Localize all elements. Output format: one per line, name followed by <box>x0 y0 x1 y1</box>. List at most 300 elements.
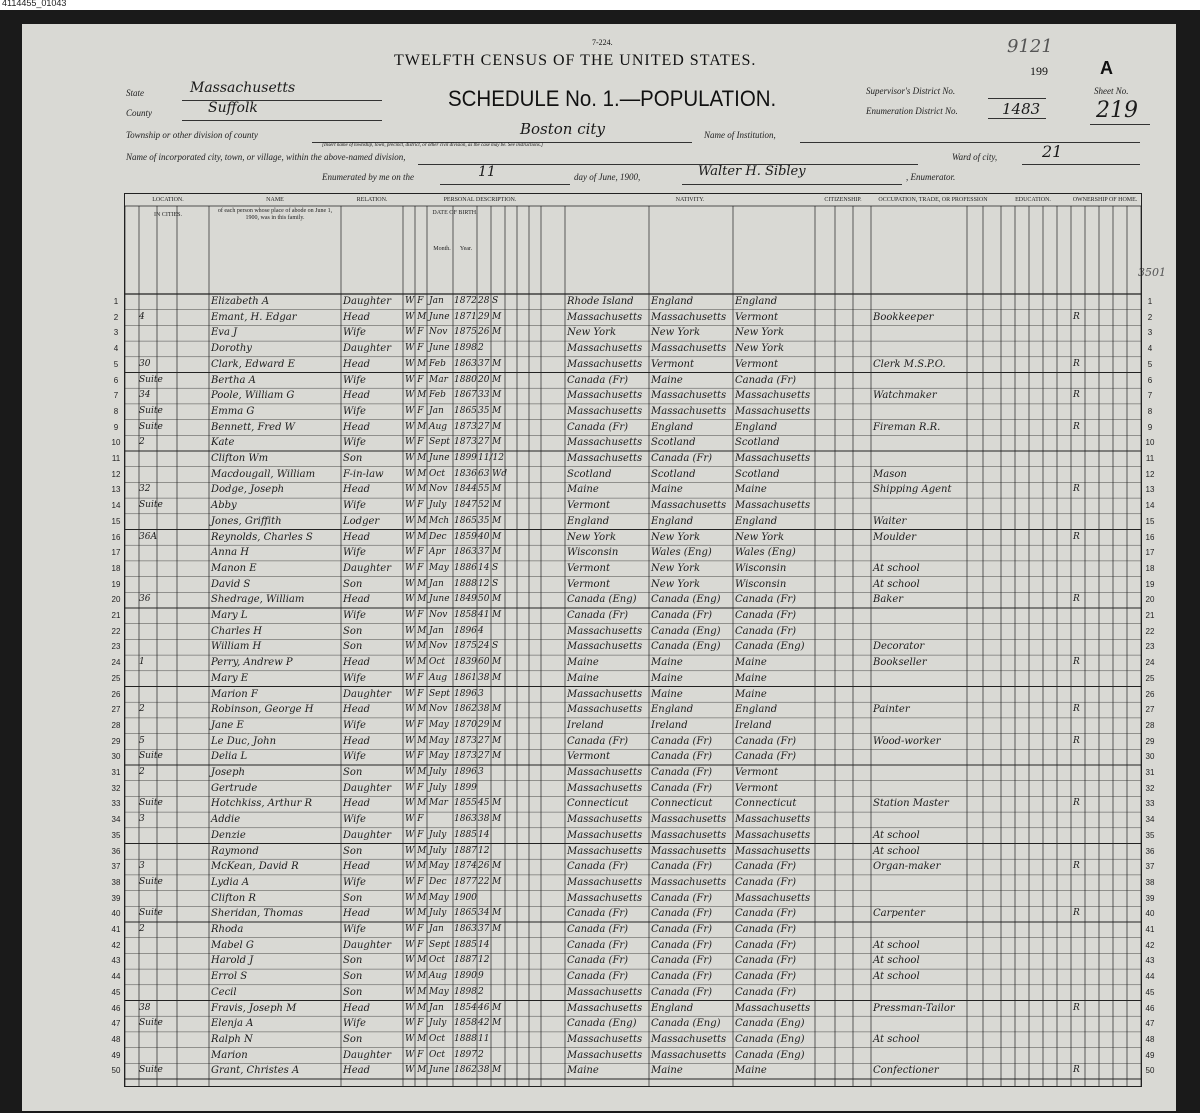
row-number-right: 33 <box>1145 799 1155 809</box>
cell-pb: Massachusetts <box>567 892 643 904</box>
enumerator-label: , Enumerator. <box>906 172 956 182</box>
cell-mb: Canada (Fr) <box>735 939 797 951</box>
cell-occ: At school <box>873 829 920 841</box>
cell-mb: Canada (Fr) <box>735 610 797 621</box>
cell-fb: Massachusetts <box>651 1033 727 1045</box>
cell-fb: New York <box>651 578 700 590</box>
cell-mb: Canada (Eng) <box>735 1049 805 1061</box>
cell-age: 38 <box>478 704 490 715</box>
cell-age: 37 <box>478 924 490 934</box>
cell-own: R <box>1073 704 1080 715</box>
cell-cr: W F <box>405 814 424 825</box>
row-number: 25 <box>111 673 121 683</box>
cell-rel: Head <box>343 657 371 669</box>
cell-rel: Head <box>343 358 371 370</box>
cell-mb: Canada (Fr) <box>735 986 797 998</box>
cell-yr: 1873 <box>454 421 477 432</box>
cell-fb: Maine <box>651 657 683 669</box>
cell-name: Mary L <box>211 610 248 621</box>
cell-pb: Massachusetts <box>567 829 643 841</box>
row-number-right: 27 <box>1145 705 1155 715</box>
cell-yr: 1863 <box>454 358 477 369</box>
cell-mb: Maine <box>735 1065 767 1077</box>
cell-loc: 38 <box>139 1002 151 1013</box>
row-number-right: 42 <box>1145 940 1155 950</box>
row-number: 13 <box>111 485 121 495</box>
cell-rel: Son <box>343 1033 363 1045</box>
cell-mb: England <box>735 296 778 307</box>
cell-ms: M <box>492 1018 502 1029</box>
cell-fb: Massachusetts <box>651 390 727 402</box>
cell-age: 26 <box>478 327 490 338</box>
cell-pb: Massachusetts <box>567 641 643 653</box>
form-number: 7-224. <box>592 38 613 47</box>
cell-ms: M <box>492 798 502 809</box>
cell-name: Eva J <box>211 327 238 339</box>
cell-rel: Wife <box>343 327 366 339</box>
cell-yr: 1859 <box>454 531 477 542</box>
cell-pb: Massachusetts <box>567 453 643 464</box>
cell-mb: Canada (Eng) <box>735 1018 805 1030</box>
cell-pb: Massachusetts <box>567 688 643 700</box>
row-number-right: 20 <box>1145 595 1155 605</box>
cell-fb: Massachusetts <box>651 876 727 888</box>
cell-mo: May <box>429 562 449 573</box>
cell-ms: M <box>492 876 502 887</box>
cell-ms: M <box>492 531 502 542</box>
cell-mo: Oct <box>429 955 446 966</box>
cell-mo: Nov <box>429 327 448 338</box>
cell-cr: W F <box>405 782 424 793</box>
cell-yr: 1887 <box>454 955 477 966</box>
cell-cr: W M <box>405 986 427 997</box>
cell-rel: Son <box>343 986 363 998</box>
cell-age: 63 <box>478 468 490 479</box>
cell-occ: Fireman R.R. <box>873 421 941 433</box>
cell-age: 35 <box>478 515 490 526</box>
cell-mb: Ireland <box>735 719 772 731</box>
cell-rel: Wife <box>343 751 366 763</box>
cell-loc: Suite <box>139 751 163 762</box>
cell-cr: W F <box>405 1049 424 1060</box>
cell-cr: W F <box>405 719 424 730</box>
cell-fb: Canada (Fr) <box>651 610 713 621</box>
row-number-right: 44 <box>1145 972 1155 982</box>
cell-fb: New York <box>651 531 700 543</box>
cell-cr: W M <box>405 421 427 432</box>
row-number-right: 21 <box>1145 611 1155 620</box>
page-number: 199 <box>1030 64 1048 78</box>
cell-rel: Wife <box>343 405 366 417</box>
cell-age: 4 <box>478 625 484 636</box>
row-number-right: 9 <box>1147 422 1153 432</box>
cell-pb: Ireland <box>567 719 604 731</box>
cell-pb: Vermont <box>567 578 610 590</box>
cell-rel: Daughter <box>343 562 391 574</box>
page-letter: A <box>1100 58 1113 78</box>
cell-age: 24 <box>478 641 490 652</box>
cell-mb: Canada (Fr) <box>735 876 797 888</box>
cell-name: Shedrage, William <box>211 594 305 606</box>
row-number-right: 13 <box>1145 485 1155 495</box>
cell-fb: Connecticut <box>651 798 713 810</box>
cell-own: R <box>1073 311 1080 322</box>
cell-occ: Carpenter <box>873 908 925 920</box>
cell-mo: July <box>429 782 447 793</box>
cell-mo: Jan <box>429 625 444 636</box>
cell-rel: Son <box>343 971 363 983</box>
cell-mo: July <box>429 829 447 840</box>
cell-name: Rhoda <box>211 924 244 935</box>
cell-fb: Canada (Fr) <box>651 751 713 763</box>
cell-age: 40 <box>478 531 490 542</box>
cell-yr: 1867 <box>454 390 477 401</box>
cell-age: 12 <box>478 845 490 856</box>
cell-fb: Massachusetts <box>651 845 727 857</box>
cell-own: R <box>1073 421 1080 432</box>
cell-cr: W F <box>405 296 424 306</box>
cell-yr: 1873 <box>454 751 477 762</box>
cell-pb: Massachusetts <box>567 767 643 778</box>
cell-ms: M <box>492 547 502 558</box>
row-number: 20 <box>111 595 121 605</box>
cell-ms: S <box>492 562 499 573</box>
row-number: 32 <box>111 783 121 793</box>
cell-ms: M <box>492 610 502 620</box>
row-number-right: 3 <box>1147 328 1153 338</box>
cell-mo: Feb <box>429 358 446 369</box>
cell-yr: 1900 <box>454 892 477 903</box>
cell-mo: Jan <box>429 578 444 589</box>
cell-yr: 1863 <box>454 547 477 558</box>
row-number-right: 25 <box>1145 673 1155 683</box>
ward-value: 21 <box>1042 142 1063 161</box>
cell-mo: Sept <box>429 437 450 448</box>
row-number-right: 24 <box>1145 658 1155 668</box>
cell-age: 52 <box>478 500 490 511</box>
cell-cr: W M <box>405 1002 427 1013</box>
row-number-right: 16 <box>1145 532 1155 542</box>
row-number: 11 <box>111 454 121 463</box>
cell-occ: Pressman-Tailor <box>873 1002 955 1014</box>
cell-pb: Canada (Fr) <box>567 924 629 935</box>
cell-fb: Vermont <box>651 358 694 370</box>
cell-rel: Head <box>343 861 371 873</box>
cell-fb: Massachusetts <box>651 1049 727 1061</box>
cell-mb: Canada (Fr) <box>735 374 797 386</box>
cell-loc: 2 <box>139 767 145 777</box>
city-label: Name of incorporated city, town, or village, within the above-named division, <box>126 152 406 162</box>
cell-yr: 1899 <box>454 453 477 463</box>
cell-cr: W M <box>405 358 427 369</box>
cell-pb: Massachusetts <box>567 390 643 402</box>
cell-mo: Apr <box>429 547 446 558</box>
cell-name: Joseph <box>211 767 245 778</box>
cell-age: 12 <box>478 955 490 966</box>
cell-cr: W F <box>405 343 424 354</box>
cell-cr: W F <box>405 327 424 338</box>
cell-yr: 1873 <box>454 437 477 448</box>
row-number: 40 <box>111 909 121 919</box>
cell-fb: Canada (Fr) <box>651 971 713 983</box>
cell-yr: 1896 <box>454 767 477 777</box>
day-value: 11 <box>478 164 496 180</box>
cell-age: 38 <box>478 672 490 683</box>
cell-mo: Oct <box>429 1049 446 1060</box>
header-nativity: NATIVITY. <box>675 197 705 203</box>
row-number-right: 11 <box>1145 454 1155 463</box>
cell-occ: At school <box>873 939 920 951</box>
enumerated-label: Enumerated by me on the <box>322 172 414 182</box>
cell-rel: Daughter <box>343 939 391 951</box>
cell-loc: 5 <box>139 735 145 746</box>
cell-fb: Massachusetts <box>651 311 727 323</box>
cell-pb: England <box>567 515 610 527</box>
cell-own: R <box>1073 484 1080 495</box>
cell-mo: Jan <box>429 924 444 934</box>
cell-fb: England <box>651 421 694 433</box>
cell-yr: 1839 <box>454 657 477 668</box>
cell-fb: Scotland <box>651 468 696 480</box>
cell-name: Clifton Wm <box>211 453 269 464</box>
cell-mo: Sept <box>429 688 450 699</box>
cell-occ: Painter <box>873 704 910 716</box>
cell-mb: Massachusetts <box>735 405 811 417</box>
cell-cr: W F <box>405 1018 424 1029</box>
cell-ms: M <box>492 405 502 416</box>
cell-rel: Daughter <box>343 782 391 794</box>
cell-yr: 1871 <box>454 311 477 322</box>
cell-rel: Wife <box>343 924 366 935</box>
cell-mo: Oct <box>429 1033 446 1044</box>
supervisor-label: Supervisor's District No. <box>866 86 956 96</box>
row-number: 30 <box>111 752 121 762</box>
cell-ms: Wd <box>492 468 508 479</box>
cell-age: 45 <box>478 798 490 809</box>
cell-pb: Massachusetts <box>567 1049 643 1061</box>
cell-loc: Suite <box>139 374 163 385</box>
cell-loc: 36A <box>139 531 157 542</box>
cell-pb: Canada (Eng) <box>567 1018 637 1030</box>
cell-mb: New York <box>735 343 784 355</box>
cell-yr: 1877 <box>454 876 477 887</box>
cell-yr: 1847 <box>454 500 477 511</box>
cell-ms: M <box>492 719 502 730</box>
header-year: Year. <box>459 246 473 252</box>
cell-occ: At school <box>873 955 920 967</box>
cell-cr: W M <box>405 908 427 919</box>
cell-mo: Sept <box>429 939 450 950</box>
cell-fb: England <box>651 296 694 307</box>
cell-rel: Wife <box>343 672 366 684</box>
cell-occ: At school <box>873 1033 920 1045</box>
cell-name: Elizabeth A <box>211 296 270 307</box>
cell-name: Raymond <box>211 845 259 857</box>
cell-yr: 1863 <box>454 814 477 825</box>
cell-cr: W M <box>405 971 427 982</box>
cell-ms: M <box>492 421 502 432</box>
cell-mo: Mch <box>429 515 450 526</box>
cell-cr: W M <box>405 515 427 526</box>
cell-ms: M <box>492 814 502 825</box>
row-number: 47 <box>111 1019 121 1029</box>
cell-mb: Canada (Fr) <box>735 594 797 606</box>
cell-mb: Massachusetts <box>735 892 811 904</box>
cell-age: 20 <box>478 374 490 385</box>
cell-cr: W F <box>405 437 424 448</box>
cell-name: Jones, Griffith <box>211 515 282 527</box>
cell-mb: Canada (Fr) <box>735 735 797 747</box>
cell-name: Mabel G <box>211 939 254 951</box>
cell-ms: M <box>492 390 502 401</box>
cell-loc: Suite <box>139 876 163 887</box>
header-education: EDUCATION. <box>1015 197 1051 203</box>
cell-fb: England <box>651 1002 694 1014</box>
cell-yr: 1862 <box>454 1065 477 1076</box>
cell-occ: Organ-maker <box>873 861 941 873</box>
institution-label: Name of Institution, <box>704 130 776 140</box>
cell-occ: Shipping Agent <box>873 484 952 496</box>
cell-occ: Confectioner <box>873 1065 939 1077</box>
row-number: 44 <box>111 972 121 982</box>
cell-name: Elenja A <box>211 1018 254 1030</box>
cell-mo: July <box>429 1018 447 1029</box>
cell-own: R <box>1073 798 1080 809</box>
cell-cr: W M <box>405 767 427 777</box>
cell-fb: Massachusetts <box>651 500 727 512</box>
cell-rel: Head <box>343 704 371 716</box>
cell-loc: 34 <box>139 390 151 401</box>
cell-name: Addie <box>211 814 241 826</box>
row-number-right: 2 <box>1147 312 1153 322</box>
cell-age: 46 <box>478 1002 490 1013</box>
cell-cr: W M <box>405 704 427 715</box>
cell-ms: M <box>492 374 502 385</box>
cell-fb: Canada (Fr) <box>651 986 713 998</box>
cell-name: Dorothy <box>211 343 252 355</box>
cell-yr: 1844 <box>454 484 477 495</box>
cell-cr: W M <box>405 468 427 479</box>
township-note: [Insert name of township, town, precinct, district, or other civil division, as the case may be. See instructions.] <box>322 143 543 148</box>
cell-fb: Canada (Eng) <box>651 1018 721 1030</box>
cell-pb: Maine <box>567 672 599 684</box>
cell-age: 28 <box>478 296 490 306</box>
cell-cr: W M <box>405 594 427 605</box>
row-number: 9 <box>113 422 119 432</box>
cell-occ: Moulder <box>873 531 916 543</box>
cell-yr: 1885 <box>454 939 477 950</box>
cell-age: 14 <box>478 939 490 950</box>
cell-mb: Connecticut <box>735 798 797 810</box>
cell-pb: Massachusetts <box>567 876 643 888</box>
row-number: 43 <box>111 956 121 966</box>
cell-age: 33 <box>478 390 490 401</box>
cell-mb: Wisconsin <box>735 578 787 590</box>
cell-yr: 1885 <box>454 829 477 840</box>
cell-occ: At school <box>873 845 920 857</box>
cell-cr: W M <box>405 735 427 746</box>
cell-rel: Wife <box>343 610 366 621</box>
cell-name: Robinson, George H <box>211 704 314 716</box>
cell-name: Grant, Christes A <box>211 1065 300 1077</box>
cell-mo: June <box>429 343 450 354</box>
cell-cr: W F <box>405 562 424 573</box>
cell-cr: W F <box>405 688 424 699</box>
cell-age: 42 <box>478 1018 490 1029</box>
cell-age: 11 <box>478 1033 490 1044</box>
cell-mb: England <box>735 515 778 527</box>
cell-fb: Canada (Eng) <box>651 594 721 606</box>
row-number: 2 <box>113 312 119 322</box>
cell-mo: June <box>429 311 450 322</box>
cell-fb: Maine <box>651 672 683 684</box>
cell-name: Marion <box>211 1049 248 1061</box>
cell-own: R <box>1073 1002 1080 1013</box>
cell-ms: M <box>492 751 502 762</box>
cell-name: Denzie <box>211 829 246 841</box>
row-number-right: 14 <box>1145 501 1155 511</box>
cell-loc: 1 <box>139 657 145 668</box>
cell-fb: Canada (Fr) <box>651 767 713 778</box>
cell-age: 29 <box>478 719 490 730</box>
cell-age: 38 <box>478 1065 490 1076</box>
cell-mo: May <box>429 719 449 730</box>
cell-name: Emant, H. Edgar <box>211 311 297 323</box>
cell-fb: Canada (Fr) <box>651 892 713 904</box>
row-number-right: 26 <box>1145 689 1155 699</box>
cell-fb: Canada (Fr) <box>651 782 713 794</box>
cell-mo: May <box>429 735 449 746</box>
cell-fb: England <box>651 704 694 716</box>
cell-mb: Canada (Fr) <box>735 625 797 637</box>
cell-yr: 1862 <box>454 704 477 715</box>
cell-age: 38 <box>478 814 490 825</box>
cell-mb: Massachusetts <box>735 453 811 464</box>
cell-yr: 1872 <box>454 296 477 306</box>
cell-age: 12 <box>478 578 490 589</box>
cell-own: R <box>1073 1065 1080 1076</box>
header-in-cities: IN CITIES. <box>154 212 182 218</box>
cell-mb: England <box>735 704 778 716</box>
ward-label: Ward of city, <box>952 152 998 162</box>
cell-name: Macdougall, William <box>211 468 316 480</box>
cell-rel: Head <box>343 594 371 606</box>
cell-mo: June <box>429 1065 450 1076</box>
cell-name: Fravis, Joseph M <box>211 1002 297 1014</box>
cell-name: Kate <box>211 437 235 449</box>
cell-loc: 36 <box>139 594 151 605</box>
cell-ms: M <box>492 484 502 495</box>
row-number: 29 <box>111 736 121 746</box>
cell-cr: W F <box>405 829 424 840</box>
cell-mb: Canada (Fr) <box>735 908 797 920</box>
cell-rel: Head <box>343 421 371 433</box>
cell-ms: M <box>492 657 502 668</box>
cell-ms: S <box>492 641 499 652</box>
row-number-right: 1 <box>1147 297 1153 306</box>
row-number-right: 49 <box>1145 1050 1155 1060</box>
cell-cr: W M <box>405 578 427 589</box>
cell-cr: W F <box>405 939 424 950</box>
enumerator-value: Walter H. Sibley <box>698 164 806 179</box>
cell-rel: Son <box>343 892 363 904</box>
cell-mo: Jan <box>429 1002 444 1013</box>
cell-ms: M <box>492 500 502 511</box>
header-dob: DATE OF BIRTH. <box>432 210 478 216</box>
sheet-label: Sheet No. <box>1094 86 1129 96</box>
cell-yr: 1855 <box>454 798 477 809</box>
schedule-title: SCHEDULE No. 1.—POPULATION. <box>448 86 777 111</box>
